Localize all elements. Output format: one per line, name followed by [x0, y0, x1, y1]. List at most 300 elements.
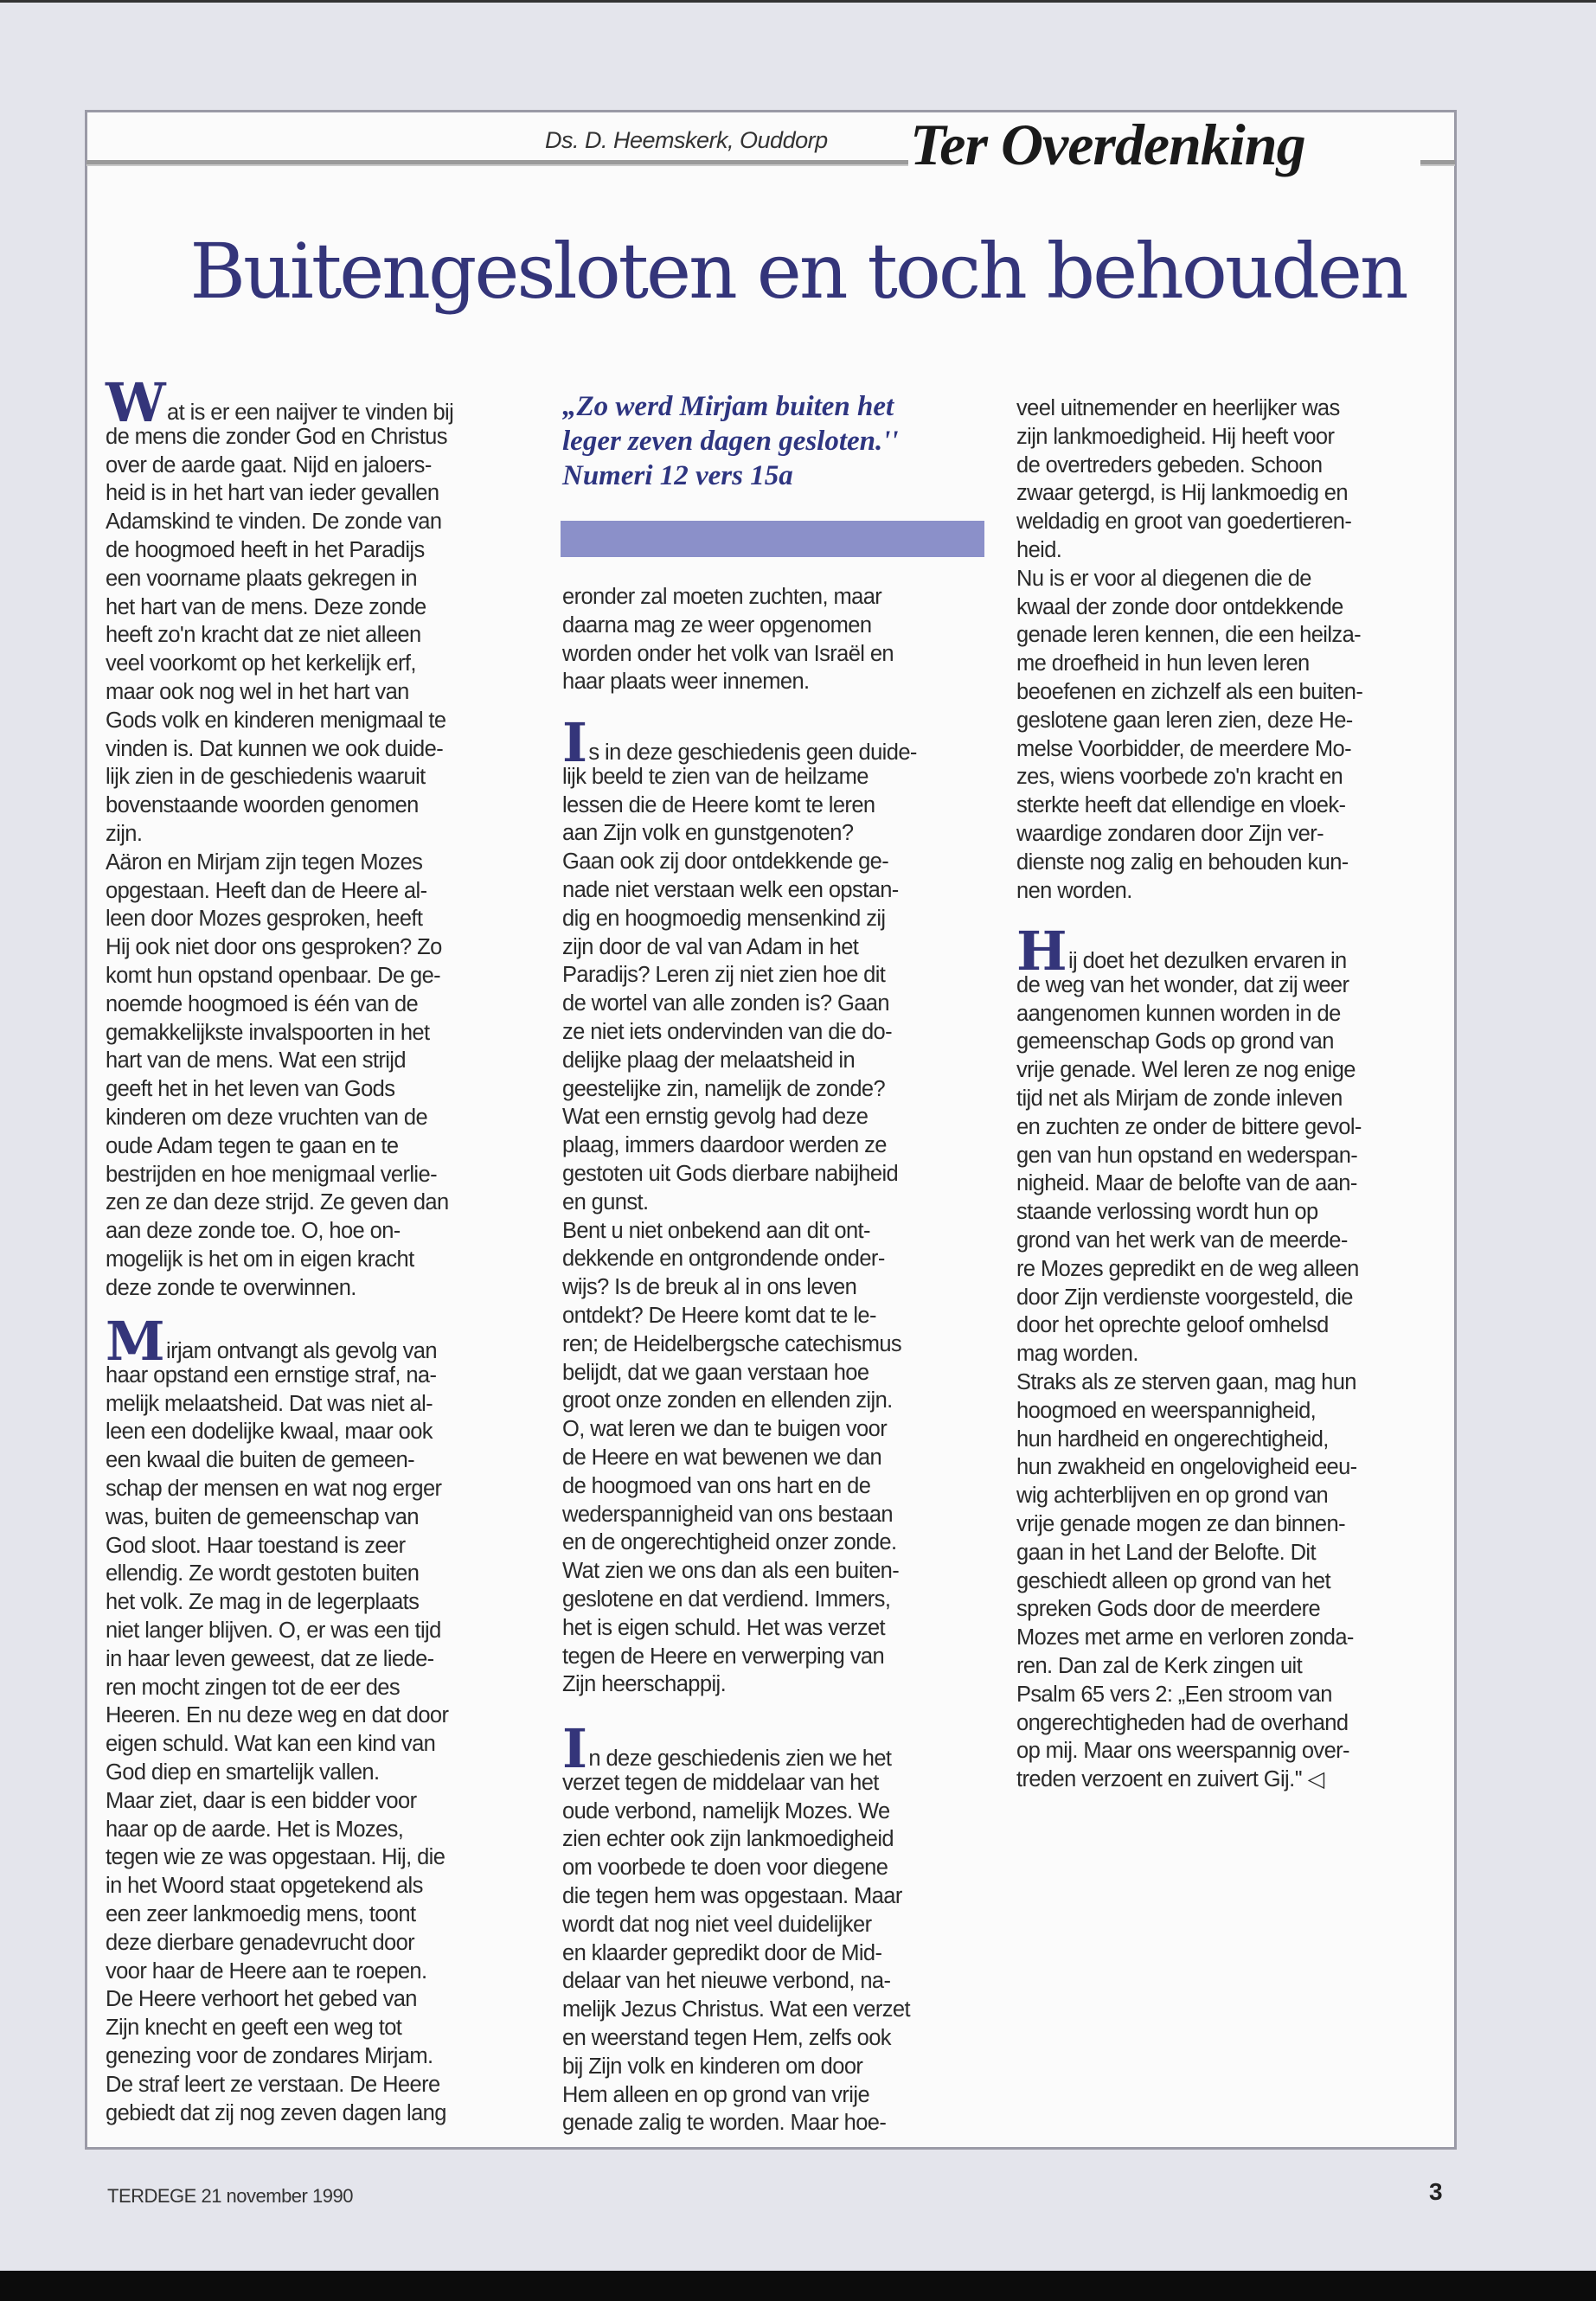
- line-text: God sloot. Haar toestand is zeer: [106, 1533, 406, 1558]
- text-line: [106, 792, 453, 820]
- text-line: [106, 423, 453, 452]
- line-text: mag worden.: [1016, 1342, 1138, 1367]
- text-line: [106, 962, 453, 990]
- line-text: tijd net als Mirjam de zonde inleven: [1016, 1086, 1343, 1111]
- text-line: [1016, 1681, 1362, 1709]
- text-line: [106, 1075, 453, 1104]
- text-line: [562, 1911, 910, 1939]
- text-line: [1016, 678, 1362, 707]
- line-text: vinden is. Dat kunnen we ook duide-: [106, 736, 444, 761]
- line-text: tegen wie ze was opgestaan. Hij, die: [106, 1845, 445, 1870]
- line-text: veel uitnemender en heerlijker was: [1016, 396, 1340, 420]
- text-line: [106, 371, 454, 434]
- line-text: niet langer blijven. O, er was een tijd: [106, 1618, 441, 1643]
- line-text: irjam ontvangt als gevolg van: [166, 1339, 437, 1363]
- text-line: [1016, 508, 1362, 536]
- text-line: [562, 1769, 910, 1798]
- section-heading: Ter Overdenking: [910, 112, 1305, 177]
- text-line: [1016, 452, 1362, 480]
- text-line: [106, 1217, 453, 1246]
- line-text: weldadig en groot van goedertieren-: [1016, 510, 1352, 535]
- line-text: Straks als ze sterven gaan, mag hun: [1016, 1369, 1356, 1394]
- text-line: [106, 1900, 448, 1929]
- line-text: de overtreders gebeden. Schoon: [1016, 452, 1323, 478]
- text-line: [106, 565, 453, 593]
- drop-cap: M: [106, 1310, 165, 1373]
- text-line: [562, 1501, 917, 1529]
- text-line: [1016, 1000, 1362, 1029]
- text-line: [1016, 1567, 1362, 1596]
- line-text: zen ze dan deze strijd. Ze geven dan: [106, 1190, 449, 1215]
- text-line: [106, 820, 453, 849]
- text-line: [562, 1131, 917, 1160]
- line-text: verzet tegen de middelaar van het: [562, 1770, 879, 1795]
- line-text: n deze geschiedenis zien we het: [588, 1747, 892, 1771]
- line-text: door Zijn verdienste voorgesteld, die: [1016, 1285, 1353, 1310]
- text-line: [106, 1390, 448, 1419]
- text-line: [106, 1161, 453, 1189]
- text-line: [562, 933, 917, 962]
- line-text: en gunst.: [562, 1189, 649, 1215]
- text-line: [1016, 1426, 1362, 1454]
- paragraph: [562, 583, 894, 696]
- quote-line: leger zeven dagen gesloten.'': [562, 426, 899, 457]
- line-text: waardige zondaren door Zijn ver-: [1016, 821, 1324, 846]
- text-line: [562, 1273, 917, 1302]
- line-text: Heeren. En nu deze weg en dat door: [106, 1703, 449, 1728]
- text-line: [562, 1882, 910, 1911]
- line-text: de hoogmoed heeft in het Paradijs: [106, 537, 425, 562]
- line-text: oude verbond, namelijk Mozes. We: [562, 1798, 890, 1823]
- line-text: geestelijke zin, namelijk de zonde?: [562, 1076, 886, 1101]
- line-text: zien echter ook zijn lankmoedigheid: [562, 1827, 894, 1852]
- text-line: [106, 1617, 448, 1645]
- text-line: [106, 905, 453, 933]
- line-text: ren mocht zingen tot de eer des: [106, 1675, 401, 1700]
- line-text: gestoten uit Gods dierbare nabijheid: [562, 1161, 899, 1186]
- text-line: [106, 678, 453, 707]
- line-text: over de aarde gaat. Nijd en jaloers-: [106, 452, 432, 478]
- line-text: en klaarder gepredikt door de Mid-: [562, 1940, 882, 1965]
- line-text: kinderen om deze vruchten van de: [106, 1105, 428, 1130]
- text-line: [106, 1702, 448, 1730]
- line-text: aangenomen kunnen worden in de: [1016, 1001, 1341, 1026]
- line-text: sterkte heeft dat ellendige en vloek-: [1016, 793, 1346, 818]
- text-line: [106, 1019, 453, 1048]
- line-text: Wat zien we ons dan als een buiten-: [562, 1559, 900, 1584]
- text-line: [562, 1245, 917, 1273]
- line-text: geslotene gaan leren zien, deze He-: [1016, 708, 1353, 733]
- line-text: bovenstaande woorden genomen: [106, 793, 419, 818]
- text-line: [106, 1985, 448, 2014]
- drop-cap: W: [106, 371, 166, 434]
- line-text: Wat een ernstig gevolg had deze: [562, 1105, 869, 1130]
- text-line: [106, 849, 453, 877]
- text-line: [1016, 1595, 1362, 1624]
- text-line: [1016, 650, 1362, 678]
- text-line: [562, 1586, 917, 1614]
- line-text: Hij ook niet door ons gesproken? Zo: [106, 935, 442, 960]
- text-line: [562, 1996, 910, 2024]
- line-text: opgestaan. Heeft dan de Heere al-: [106, 878, 427, 903]
- text-line: [106, 1189, 453, 1217]
- line-text: Zijn knecht en geeft een weg tot: [106, 2016, 402, 2041]
- line-text: hun zwakheid en ongelovigheid eeu-: [1016, 1455, 1357, 1480]
- line-text: een voorname plaats gekregen in: [106, 566, 417, 591]
- line-text: vrije genade. Wel leren ze nog enige: [1016, 1058, 1356, 1083]
- text-line: [106, 1759, 448, 1787]
- line-text: zijn door de val van Adam in het: [562, 934, 859, 959]
- line-text: dig en hoogmoedig mensenkind zij: [562, 906, 886, 931]
- text-line: [562, 1103, 917, 1131]
- scan-bottom-edge: [0, 2271, 1596, 2301]
- text-line: [562, 961, 917, 990]
- line-text: Adamskind te vinden. De zonde van: [106, 510, 442, 535]
- paragraph: [1016, 920, 1362, 1794]
- text-line: [106, 877, 453, 906]
- line-text: geschiedt alleen op grond van het: [1016, 1568, 1330, 1593]
- line-text: de wortel van alle zonden is? Gaan: [562, 991, 889, 1016]
- text-line: [1016, 1142, 1362, 1170]
- line-text: eronder zal moeten zuchten, maar: [562, 585, 882, 609]
- line-text: Gods volk en kinderen menigmaal te: [106, 708, 446, 733]
- line-text: die tegen hem was opgestaan. Maar: [562, 1883, 902, 1908]
- text-line: [1016, 707, 1362, 735]
- line-text: en de ongerechtigheid onzer zonde.: [562, 1530, 897, 1555]
- text-line: [106, 990, 453, 1019]
- line-text: geslotene en dat verdiend. Immers,: [562, 1586, 891, 1612]
- paragraph: [562, 711, 917, 1699]
- text-line: [1016, 394, 1362, 423]
- article-title: Buitengesloten en toch behouden: [189, 227, 1407, 316]
- text-line: [562, 1359, 917, 1388]
- text-line: [562, 1670, 917, 1699]
- text-line: [106, 479, 453, 508]
- footer-publication: TERDEGE 21 november 1990: [107, 2185, 353, 2207]
- line-text: aan Zijn volk en gunstgenoten?: [562, 821, 854, 846]
- line-text: melse Voorbidder, de meerdere Mo-: [1016, 736, 1351, 761]
- paragraph: [106, 1310, 449, 2127]
- line-text: daarna mag ze weer opgenomen: [562, 612, 872, 638]
- text-line: [1016, 423, 1362, 452]
- text-line: [1016, 593, 1362, 622]
- text-line: [1016, 1652, 1362, 1681]
- line-text: eigen schuld. Wat kan een kind van: [106, 1732, 436, 1757]
- line-text: de Heere en wat bewenen we dan: [562, 1445, 882, 1470]
- text-line: [562, 1047, 917, 1075]
- line-text: me droefheid in hun leven leren: [1016, 651, 1310, 676]
- text-line: [1016, 1198, 1362, 1227]
- drop-cap: H: [1016, 920, 1067, 983]
- line-text: Nu is er voor al diegenen die de: [1016, 566, 1311, 591]
- line-text: ellendig. Ze wordt gestoten buiten: [106, 1561, 420, 1586]
- text-line: [562, 2081, 910, 2110]
- line-text: wederspannigheid van ons bestaan: [562, 1502, 894, 1527]
- page-number: 3: [1429, 2178, 1443, 2205]
- text-line: [562, 1189, 917, 1217]
- text-line: [106, 1362, 448, 1390]
- text-line: [562, 1444, 917, 1472]
- text-line: [1016, 792, 1362, 820]
- line-text: schap der mensen en wat nog erger: [106, 1476, 442, 1501]
- text-line: [1016, 1284, 1362, 1312]
- line-text: aan deze zonde toe. O, hoe on-: [106, 1219, 401, 1244]
- text-line: [562, 668, 894, 696]
- text-line: [106, 1929, 448, 1958]
- line-text: noemde hoogmoed is één van de: [106, 991, 419, 1016]
- text-line: [562, 1160, 917, 1189]
- text-line: [562, 1854, 910, 1882]
- line-text: in het Woord staat opgetekend als: [106, 1874, 423, 1899]
- text-line: [562, 2024, 910, 2053]
- line-text: dienste nog zalig en behouden kun-: [1016, 849, 1349, 875]
- text-line: [562, 990, 917, 1018]
- text-line: [562, 1330, 917, 1359]
- text-line: [106, 1475, 448, 1503]
- text-line: [106, 933, 453, 962]
- text-line: [1016, 1737, 1362, 1766]
- text-line: [1016, 1539, 1362, 1567]
- line-text: haar op de aarde. Het is Mozes,: [106, 1817, 404, 1842]
- text-line: [106, 452, 453, 480]
- text-line: [106, 1532, 448, 1561]
- text-line: [106, 1730, 448, 1759]
- line-text: vrije genade mogen ze dan binnen-: [1016, 1511, 1345, 1536]
- line-text: ontdekt? De Heere komt dat te le-: [562, 1303, 876, 1328]
- text-line: [562, 2109, 910, 2138]
- line-text: delijke plaag der melaatsheid in: [562, 1048, 856, 1073]
- line-text: s in deze geschiedenis geen duide-: [588, 740, 917, 765]
- text-line: [106, 1047, 453, 1075]
- text-line: [562, 1557, 917, 1586]
- line-text: oude Adam tegen te gaan en te: [106, 1133, 399, 1158]
- text-line: [562, 819, 917, 848]
- text-line: [1016, 735, 1362, 764]
- line-text: genade leren kennen, die een heilza-: [1016, 623, 1362, 648]
- text-line: [106, 1104, 453, 1132]
- line-text: nigheid. Maar de belofte van de aan-: [1016, 1171, 1357, 1196]
- line-text: gaan in het Land der Belofte. Dit: [1016, 1540, 1316, 1565]
- header-rule: [87, 160, 908, 166]
- line-text: De Heere verhoort het gebed van: [106, 1987, 417, 2012]
- drop-cap: I: [562, 1717, 587, 1780]
- text-line: [106, 1958, 448, 1986]
- line-text: re Mozes gepredikt en de weg alleen: [1016, 1256, 1359, 1281]
- text-line: [1016, 1255, 1362, 1284]
- text-line: [562, 2053, 910, 2081]
- scripture-quote: [562, 389, 899, 493]
- line-text: door het oprechte geloof omhelsd: [1016, 1313, 1329, 1338]
- text-line: [562, 1472, 917, 1501]
- text-line: [106, 1645, 448, 1674]
- line-text: het hart van de mens. Deze zonde: [106, 594, 426, 619]
- line-text: lessen die de Heere komt te leren: [562, 792, 875, 817]
- line-text: haar plaats weer innemen.: [562, 670, 810, 695]
- text-line: [106, 508, 453, 536]
- line-text: op mij. Maar ons weerspannig over-: [1016, 1739, 1349, 1764]
- line-text: bij Zijn volk en kinderen om door: [562, 2054, 863, 2079]
- text-line: [1016, 565, 1362, 593]
- line-text: genade zalig te worden. Maar hoe-: [562, 2111, 887, 2136]
- text-line: [106, 1132, 453, 1161]
- line-text: worden onder het volk van Israël en: [562, 641, 894, 666]
- line-text: hun hardheid en ongerechtigheid,: [1016, 1426, 1329, 1452]
- text-line: [1016, 820, 1362, 849]
- line-text: genezing voor de zondares Mirjam.: [106, 2043, 433, 2068]
- line-text: heid is in het hart van ieder gevallen: [106, 481, 439, 506]
- text-line: [1016, 1227, 1362, 1255]
- line-text: ongerechtigheden had de overhand: [1016, 1710, 1349, 1735]
- line-text: de mens die zonder God en Christus: [106, 424, 447, 449]
- text-line: [106, 1816, 448, 1844]
- line-text: de weg van het wonder, dat zij weer: [1016, 972, 1349, 997]
- text-line: [1016, 1085, 1362, 1113]
- line-text: wijs? Is de breuk al in ons leven: [562, 1275, 857, 1300]
- author-byline: Ds. D. Heemskerk, Ouddorp: [545, 127, 828, 153]
- line-text: gebiedt dat zij nog zeven dagen lang: [106, 2100, 446, 2125]
- line-text: deze dierbare genadevrucht door: [106, 1930, 415, 1955]
- line-text: was, buiten de gemeenschap van: [106, 1504, 419, 1529]
- text-line: [106, 1843, 448, 1872]
- line-text: grond van het werk van de meerde-: [1016, 1227, 1348, 1253]
- line-text: belijdt, dat we gaan verstaan hoe: [562, 1360, 869, 1385]
- text-line: [562, 1717, 910, 1780]
- line-text: haar opstand een ernstige straf, na-: [106, 1362, 437, 1388]
- line-text: zijn.: [106, 821, 143, 846]
- text-line: [1016, 1510, 1362, 1539]
- line-text: gen van hun opstand en wederspan-: [1016, 1143, 1358, 1168]
- text-line: [562, 876, 917, 905]
- text-line: [562, 1217, 917, 1246]
- line-text: melijk Jezus Christus. Wat een verzet: [562, 1997, 910, 2022]
- text-line: [106, 621, 453, 650]
- line-text: groot onze zonden en ellenden zijn.: [562, 1388, 893, 1413]
- text-line: [562, 640, 894, 669]
- text-line: [1016, 1113, 1362, 1142]
- text-line: [562, 1075, 917, 1104]
- text-line: [562, 1018, 917, 1047]
- line-text: treden verzoent en zuivert Gij.'' ◁: [1016, 1767, 1324, 1792]
- text-line: [106, 1674, 448, 1702]
- text-line: [562, 1302, 917, 1330]
- line-text: Psalm 65 vers 2: „Een stroom van: [1016, 1682, 1332, 1707]
- line-text: Gaan ook zij door ontdekkende ge-: [562, 849, 889, 875]
- text-line: [106, 1560, 448, 1588]
- text-line: [1016, 1709, 1362, 1738]
- text-line: [1016, 536, 1362, 565]
- line-text: zijn lankmoedigheid. Hij heeft voor: [1016, 424, 1335, 449]
- line-text: spreken Gods door de meerdere: [1016, 1597, 1321, 1622]
- text-line: [1016, 1056, 1362, 1085]
- text-line: [106, 1588, 448, 1617]
- line-text: tegen de Heere en verwerping van: [562, 1644, 885, 1669]
- text-line: [106, 707, 453, 735]
- text-line: [1016, 1170, 1362, 1198]
- text-line: [1016, 1453, 1362, 1482]
- line-text: plaag, immers daardoor werden ze: [562, 1133, 887, 1158]
- text-line: [562, 1967, 910, 1996]
- text-line: [562, 848, 917, 876]
- text-line: [106, 1246, 453, 1274]
- text-line: [1016, 479, 1362, 508]
- line-text: Hem alleen en op grond van vrije: [562, 2082, 870, 2107]
- line-text: Bent u niet onbekend aan dit ont-: [562, 1218, 870, 1243]
- text-line: [1016, 920, 1362, 983]
- line-text: zes, wiens voorbede zo'n kracht en: [1016, 765, 1343, 790]
- text-line: [562, 905, 917, 933]
- line-text: voor haar de Heere aan te roepen.: [106, 1958, 427, 1984]
- line-text: nen worden.: [1016, 878, 1132, 903]
- line-text: Mozes met arme en verloren zonda-: [1016, 1625, 1354, 1650]
- line-text: deze zonde te overwinnen.: [106, 1275, 356, 1300]
- text-line: [1016, 1397, 1362, 1426]
- line-text: komt hun opstand openbaar. De ge-: [106, 963, 441, 988]
- line-text: hart van de mens. Wat een strijd: [106, 1048, 406, 1074]
- line-text: zwaar getergd, is Hij lankmoedig en: [1016, 481, 1348, 506]
- line-text: kwaal der zonde door ontdekkende: [1016, 594, 1343, 619]
- text-line: [106, 2071, 448, 2099]
- text-line: [562, 763, 917, 792]
- line-text: wordt dat nog niet veel duidelijker: [562, 1912, 872, 1937]
- text-line: [1016, 877, 1362, 906]
- line-text: God diep en smartelijk vallen.: [106, 1759, 380, 1785]
- line-text: De straf leert ze verstaan. De Heere: [106, 2072, 440, 2097]
- line-text: heeft zo'n kracht dat ze niet alleen: [106, 623, 421, 648]
- text-line: [1016, 1340, 1362, 1368]
- line-text: Maar ziet, daar is een bidder voor: [106, 1788, 417, 1813]
- line-text: gemakkelijkste invalspoorten in het: [106, 1020, 430, 1045]
- drop-cap: I: [562, 711, 587, 774]
- line-text: het is eigen schuld. Het was verzet: [562, 1615, 886, 1640]
- text-line: [562, 1798, 910, 1826]
- text-line: [562, 1825, 910, 1854]
- quote-reference: Numeri 12 vers 15a: [562, 460, 793, 491]
- text-line: [106, 1503, 448, 1532]
- text-line: [106, 1310, 448, 1373]
- text-line: [106, 593, 453, 622]
- text-line: [106, 536, 453, 565]
- text-line: [1016, 1624, 1362, 1652]
- text-line: [106, 2014, 448, 2042]
- line-text: Paradijs? Leren zij niet zien hoe dit: [562, 963, 886, 988]
- text-line: [562, 1387, 917, 1415]
- line-text: de hoogmoed van ons hart en de: [562, 1473, 871, 1498]
- text-line: [1016, 1311, 1362, 1340]
- line-text: veel voorkomt op het kerkelijk erf,: [106, 651, 416, 676]
- line-text: ze niet iets ondervinden van die do-: [562, 1019, 892, 1044]
- line-text: een kwaal die buiten de gemeen-: [106, 1448, 415, 1473]
- decorative-bar: [561, 521, 984, 557]
- text-line: [106, 1274, 453, 1303]
- text-line: [106, 650, 453, 678]
- text-line: [1016, 763, 1362, 792]
- line-text: hoogmoed en weerspannigheid,: [1016, 1398, 1317, 1423]
- line-text: delaar van het nieuwe verbond, na-: [562, 1969, 891, 1994]
- line-text: dekkende en ontgrondende onder-: [562, 1247, 885, 1272]
- text-line: [106, 735, 453, 764]
- quote-line: „Zo werd Mirjam buiten het: [562, 391, 894, 422]
- line-text: mogelijk is het om in eigen kracht: [106, 1247, 414, 1272]
- paragraph: [562, 1717, 910, 2138]
- text-line: [562, 612, 894, 640]
- line-text: Aäron en Mirjam zijn tegen Mozes: [106, 849, 423, 875]
- line-text: en zuchten ze onder de bittere gevol-: [1016, 1114, 1362, 1139]
- text-line: [1016, 1766, 1362, 1794]
- line-text: melijk melaatsheid. Dat was niet al-: [106, 1391, 433, 1416]
- text-line: [1016, 1368, 1362, 1397]
- text-line: [562, 792, 917, 820]
- text-line: [106, 1787, 448, 1816]
